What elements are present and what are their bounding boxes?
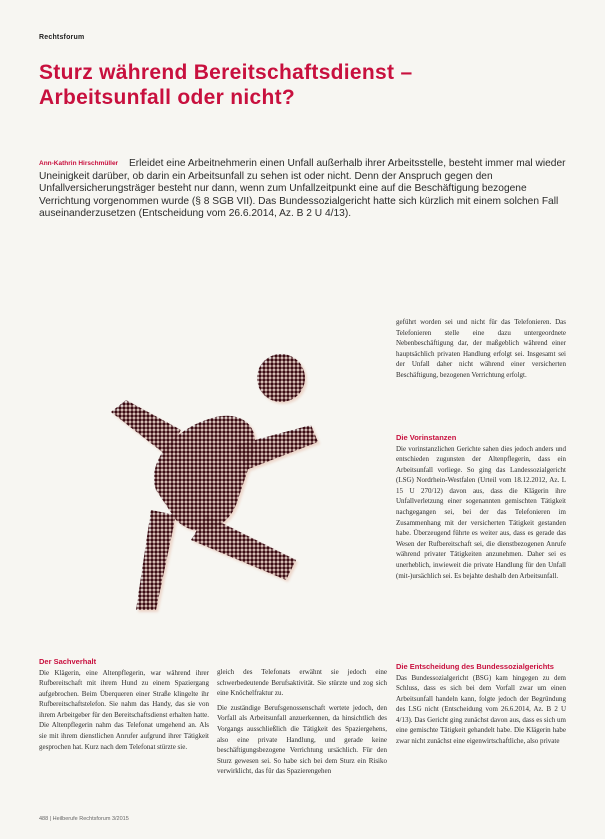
middle-paragraph-1: gleich des Telefonats erwähnt sie jedoch eine schwerbedeutende Berufsaktivität. Sie stürzte und zog sich eine Knöchelfraktur zu. bbox=[217, 668, 387, 698]
section-sachverhalt bbox=[39, 657, 209, 752]
lead-text: Erleidet eine Arbeitnehmerin einen Unfall außerhalb ihrer Arbeitsstelle, besteht immer mal wieder Uneinigkeit darüber, ob darin ein Arbeitsunfall zu sehen ist oder nicht. Denn der Anspruch gegen den Unfallversicherungsträger besteht nur dann, wenn zum Unfallzeitpunkt eine auf die Beschäftigung bezogene Verrichtung vorgenommen wurde (§ 8 SGB VII). Das Bundessozialgericht hatte sich kürzlich mit einem solchen Fall auseinanderzusetzen (Entscheidung vom 26.6.2014, Az. B 2 U 4/13). bbox=[39, 158, 566, 220]
falling-person-icon bbox=[86, 330, 336, 640]
vorinstanzen-heading: Die Vorinstanzen bbox=[396, 433, 457, 442]
right-column-top bbox=[396, 317, 566, 381]
article-lead bbox=[39, 158, 569, 221]
middle-paragraph-2: Die zuständige Berufsgenossenschaft wertete jedoch, den Vorfall als Arbeitsunfall anzuerkennen, da hinsichtlich des Vorgangs ausschließlich die Tätigkeit des Spaziergehens, also eine private Handlung, und gerade keine beschäftigungsbezogene Verrichtung ursächlich. Für den Sturz gewesen sei. So habe sich bei dem Sturz ein Risiko verwirklicht, das für das Spazierengehen bbox=[217, 703, 387, 776]
title-line-1: Sturz während Bereitschaftsdienst – bbox=[39, 61, 413, 84]
author-name: Ann-Kathrin Hirschmüller bbox=[39, 160, 119, 167]
section-entscheidung bbox=[396, 662, 566, 747]
section-kicker: Rechtsforum bbox=[39, 34, 85, 41]
entscheidung-text: Das Bundessozialgericht (BSG) kam hingegen zu dem Schluss, dass es sich bei dem Vorfall zwar um einen Arbeitsunfall handeln kann, folgte jedoch der Begründung des LSG nicht (Entscheidung vom 26.6.2014, Az. B 2 U 4/13). Das Gericht ging zunächst davon aus, dass es sich um eine gemischte Tätigkeit gehandelt habe. Die Klägerin habe zwar nicht zunächst eine eigenwirtschaftliche, also private bbox=[396, 673, 566, 746]
vorinstanzen-text: Die vorinstanzlichen Gerichte sahen dies jedoch anders und entschieden zugunsten der Altenpflegerin, dass ein Arbeitsunfall vorliege. So ging das Landessozialgericht (LSG) Nordrhein-Westfalen (Urteil vom 18.12.2012, Az. L 15 U 270/12) davon aus, dass die Klägerin ihre Unfallverletzung einer sogenannten gemischten Tätigkeit nachgegangen sei, bei der das Telefonieren im Zusammenhang mit der versicherten Tätigkeit gestanden habe. Überzeugend führte es weiter aus, dass es gerade das Wesen der Rufbereitschaft sei, die dienstbezogenen Anrufe während privater Tätigkeiten anzunehmen. Daher sei es unerheblich, inwieweit die private Handlung für den Unfall (mit-)ursächlich sei. Es bejahte deshalb den Arbeitsunfall. bbox=[396, 444, 566, 580]
section-vorinstanzen bbox=[396, 433, 566, 581]
title-line-2: Arbeitsunfall oder nicht? bbox=[39, 86, 296, 109]
page-footer: 488 | Heilberufe Rechtsforum 3/2015 bbox=[39, 816, 129, 822]
sachverhalt-text: Die Klägerin, eine Altenpflegerin, war während ihrer Rufbereitschaft mit ihrem Hund zu einem Spaziergang aufgebrochen. Beim Überqueren einer Straße klingelte ihr Rufbereitschaftstelefon. Sie nahm das Handy, das sie von ihrem Arbeitgeber für den Bereitschaftsdienst erhalten hatte. Die Altenpflegerin nahm das Telefonat umgehend an. Als sie mit ihrem dienstlichen Anrufer aufgrund ihrer Tätigkeit gesprochen hat. Kurz nach dem Telefonat stürzte sie. bbox=[39, 668, 209, 751]
falling-person-illustration bbox=[86, 330, 336, 640]
sachverhalt-heading: Der Sachverhalt bbox=[39, 657, 97, 666]
article-title bbox=[39, 60, 559, 110]
middle-column bbox=[217, 667, 387, 777]
entscheidung-heading: Die Entscheidung des Bundessozialgerichts bbox=[396, 662, 554, 671]
right-column-paragraph: geführt worden sei und nicht für das Telefonieren. Das Telefonieren stelle eine dazu untergeordnete Nebenbeschäftigung dar, der maßgeblich während einer hauptsächlich privaten Handlung erfolgt sei. Insgesamt sei der Unfall daher nicht während einer versicherten Beschäftigung, bezogenen Verrichtung erfolgt. bbox=[396, 318, 566, 379]
